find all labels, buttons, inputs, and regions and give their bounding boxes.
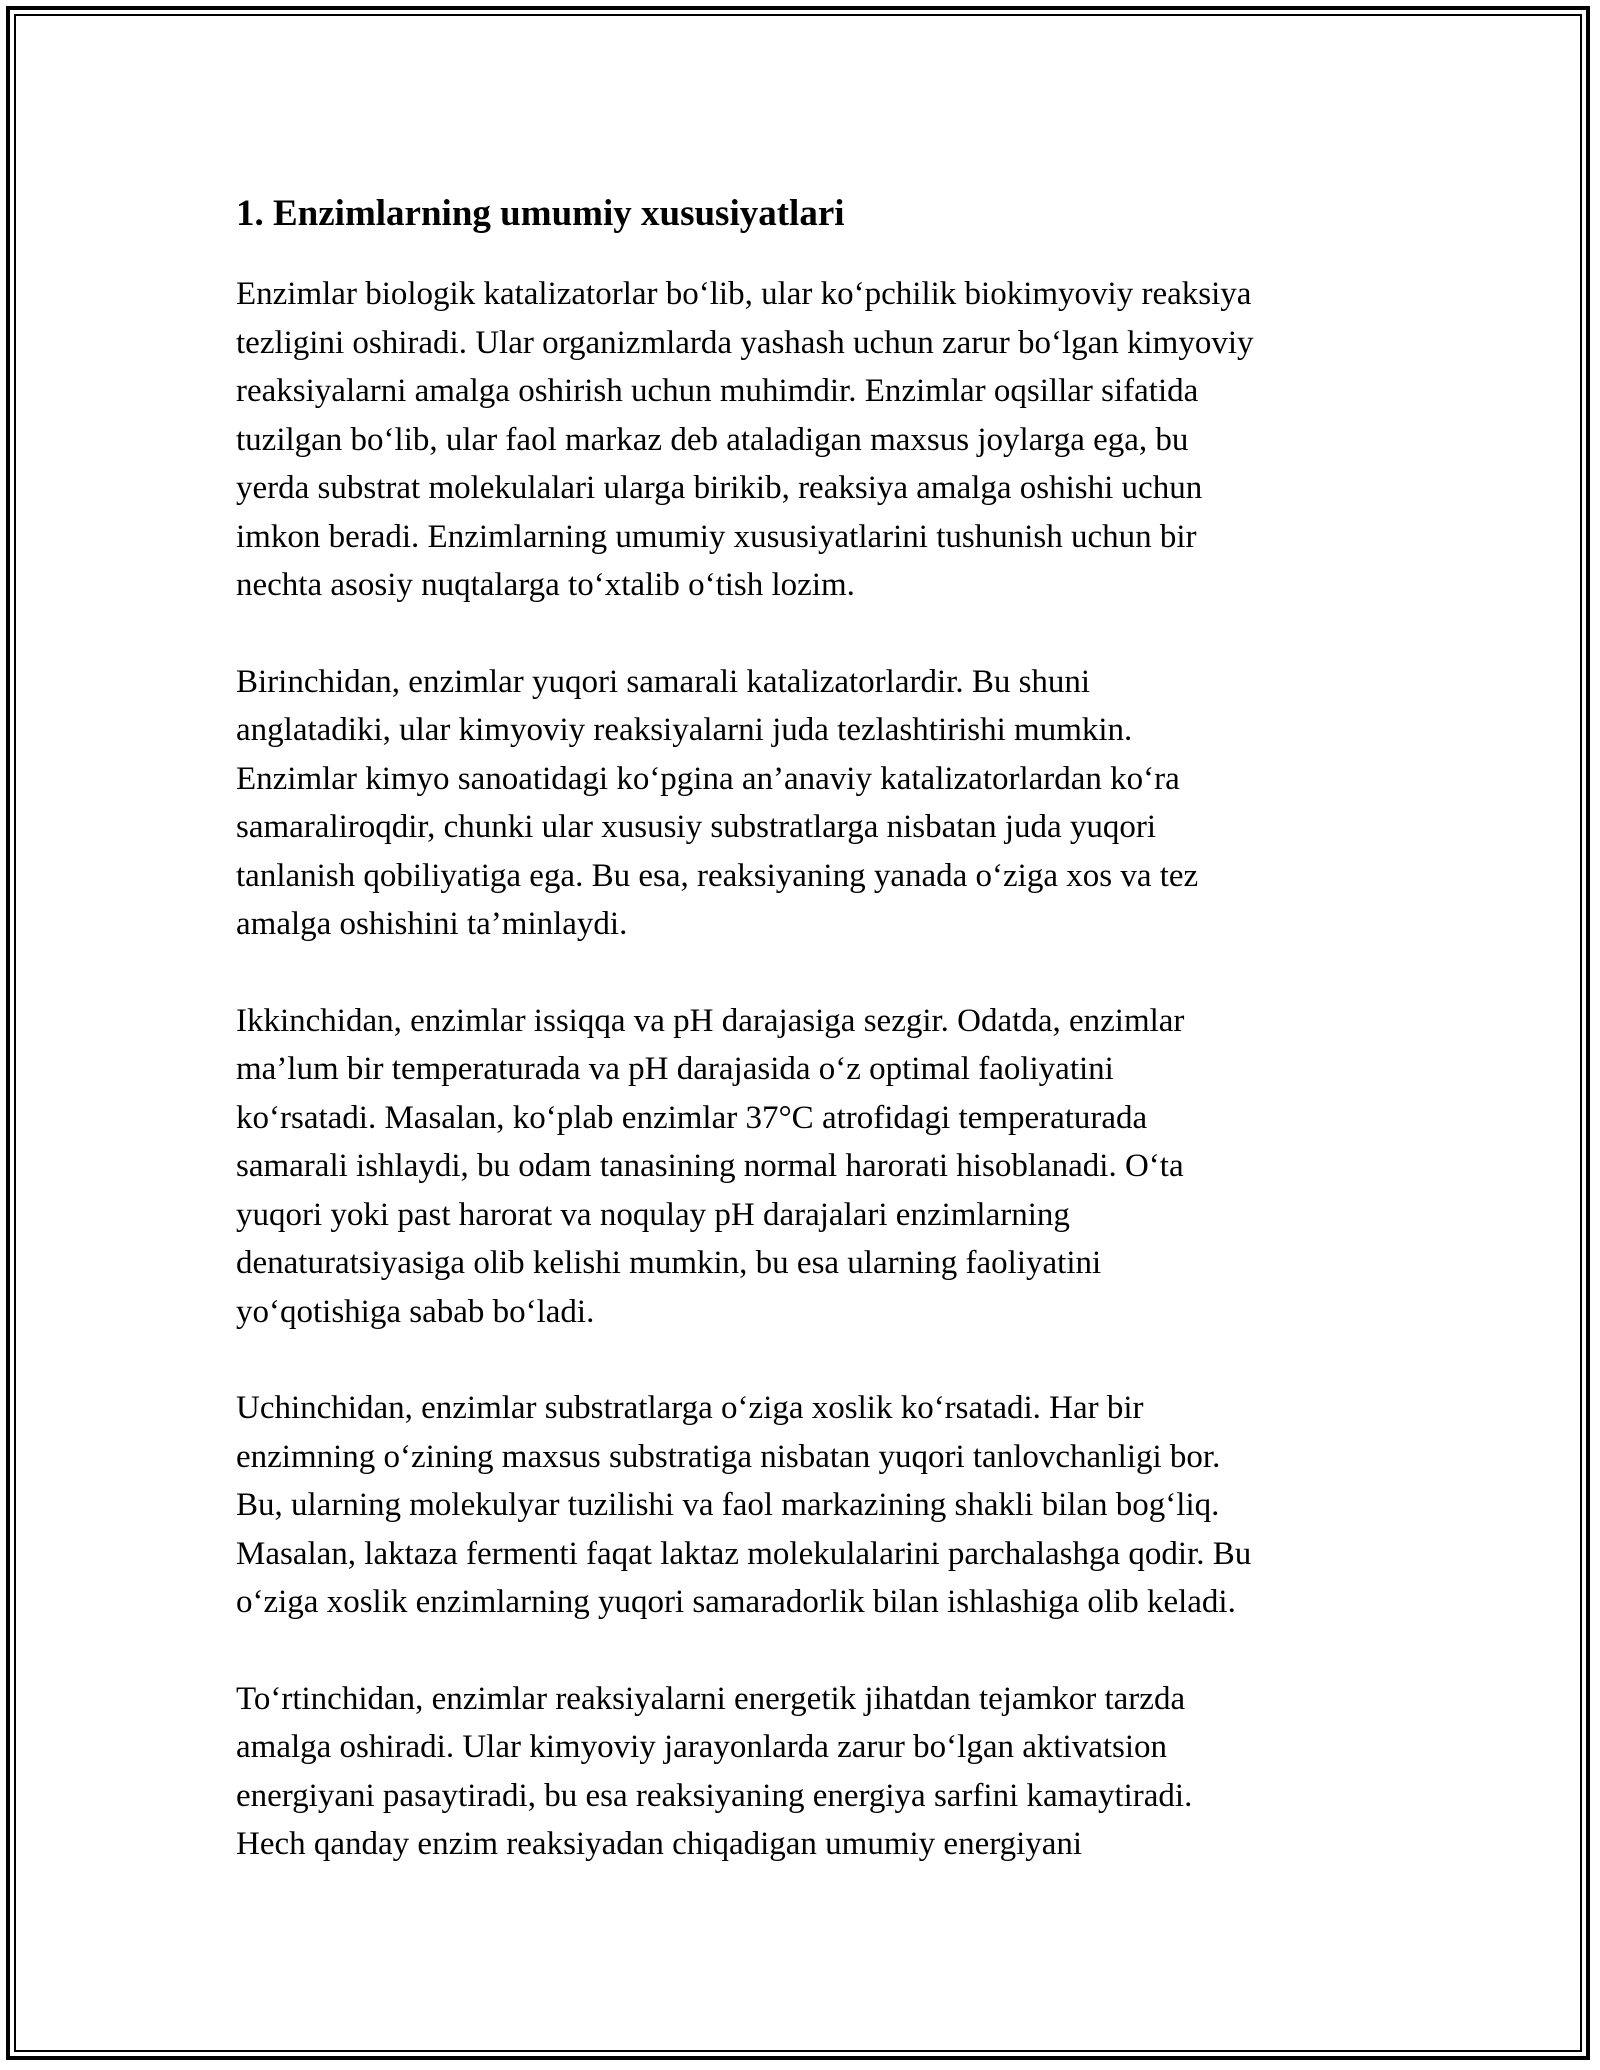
text-line: yuqori yoki past harorat va noqulay pH darajalari enzimlarning xyxy=(236,1196,1070,1233)
text-line: ko‘rsatadi. Masalan, ko‘plab enzimlar 37°C atrofidagi temperaturada xyxy=(236,1099,1148,1136)
text-line: Hech qanday enzim reaksiyadan chiqadigan umumiy energiyani xyxy=(236,1826,1083,1862)
text-line: reaksiyalarni amalga oshirish uchun muhimdir. Enzimlar oqsillar sifatida xyxy=(236,373,1199,409)
text-line: Enzimlar biologik katalizatorlar bo‘lib, ular ko‘pchilik biokimyoviy reaksiya xyxy=(236,276,1252,312)
paragraph-second-point xyxy=(236,997,1386,1337)
text-line: yerda substrat molekulalari ularga birikib, reaksiya amalga oshishi uchun xyxy=(236,470,1203,506)
text-line: tuzilgan bo‘lib, ular faol markaz deb ataladigan maxsus joylarga ega, bu xyxy=(236,421,1189,458)
text-line: nechta asosiy nuqtalarga to‘xtalib o‘tish lozim. xyxy=(236,567,855,603)
text-line: yo‘qotishiga sabab bo‘ladi. xyxy=(236,1293,595,1330)
paragraph-third-point xyxy=(236,1384,1386,1627)
text-line: o‘ziga xoslik enzimlarning yuqori samaradorlik bilan ishlashiga olib keladi. xyxy=(236,1584,1236,1620)
text-line: denaturatsiyasiga olib kelishi mumkin, bu esa ularning faoliyatini xyxy=(236,1245,1102,1281)
text-line: Masalan, laktaza fermenti faqat laktaz molekulalarini parchalashga qodir. Bu xyxy=(236,1535,1252,1572)
text-line: Ikkinchidan, enzimlar issiqqa va pH darajasiga sezgir. Odatda, enzimlar xyxy=(236,1002,1185,1039)
text-line: Bu, ularning molekulyar tuzilishi va faol markazining shakli bilan bog‘liq. xyxy=(236,1487,1220,1523)
document-body xyxy=(236,184,1386,1917)
text-line: tezligini oshiradi. Ular organizmlarda yashash uchun zarur bo‘lgan kimyoviy xyxy=(236,324,1254,361)
text-line: enzimning o‘zining maxsus substratiga nisbatan yuqori tanlovchanligi bor. xyxy=(236,1438,1221,1475)
paragraph-first-point xyxy=(236,658,1386,949)
text-line: samarali ishlaydi, bu odam tanasining normal harorati hisoblanadi. O‘ta xyxy=(236,1148,1184,1184)
text-line: tanlanish qobiliyatiga ega. Bu esa, reaksiyaning yanada o‘ziga xos va tez xyxy=(236,857,1199,894)
text-line: ma’lum bir temperaturada va pH darajasida o‘z optimal faoliyatini xyxy=(236,1051,1114,1087)
text-line: energiyani pasaytiradi, bu esa reaksiyaning energiya sarfini kamaytiradi. xyxy=(236,1777,1193,1814)
text-line: Enzimlar kimyo sanoatidagi ko‘pgina an’anaviy katalizatorlardan ko‘ra xyxy=(236,760,1180,797)
text-line: samaraliroqdir, chunki ular xususiy substratlarga nisbatan juda yuqori xyxy=(236,809,1157,845)
paragraph-fourth-point xyxy=(236,1675,1386,1869)
text-line: amalga oshiradi. Ular kimyoviy jarayonlarda zarur bo‘lgan aktivatsion xyxy=(236,1729,1168,1765)
text-line: To‘rtinchidan, enzimlar reaksiyalarni energetik jihatdan tejamkor tarzda xyxy=(236,1680,1186,1717)
text-line: imkon beradi. Enzimlarning umumiy xususiyatlarini tushunish uchun bir xyxy=(236,518,1197,555)
paragraph-intro xyxy=(236,270,1386,610)
section-heading: 1. Enzimlarning umumiy xususiyatlari xyxy=(236,193,845,234)
text-line: anglatadiki, ular kimyoviy reaksiyalarni juda tezlashtirishi mumkin. xyxy=(236,712,1133,748)
text-line: amalga oshishini ta’minlaydi. xyxy=(236,906,628,942)
text-line: Birinchidan, enzimlar yuqori samarali katalizatorlardir. Bu shuni xyxy=(236,663,1091,700)
text-line: Uchinchidan, enzimlar substratlarga o‘ziga xoslik ko‘rsatadi. Har bir xyxy=(236,1390,1144,1426)
